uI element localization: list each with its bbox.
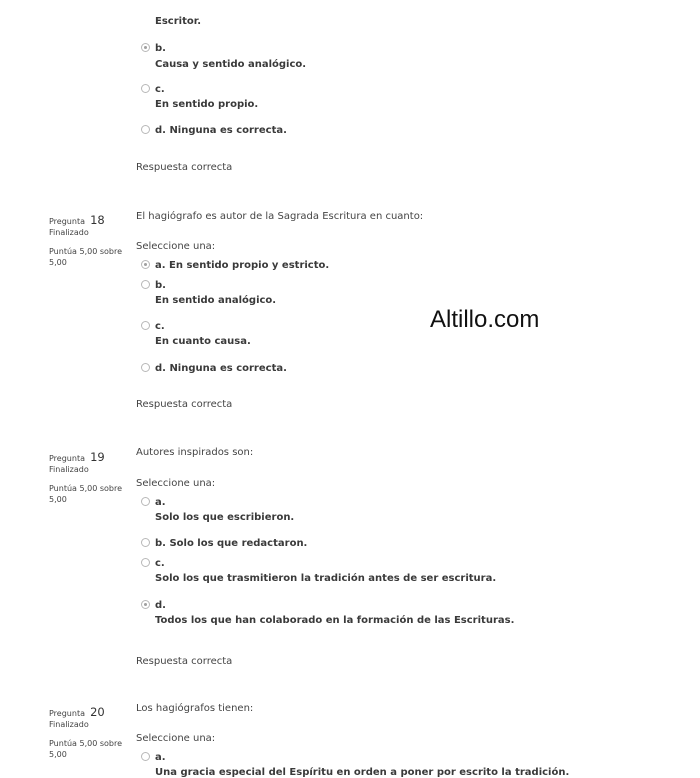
q19-option-b-text: b. Solo los que redactaron. xyxy=(155,538,308,549)
q19-number: 19 xyxy=(90,450,105,464)
q17-feedback: Respuesta correcta xyxy=(136,162,233,173)
q20-score-line2: 5,00 xyxy=(49,750,67,759)
q17-option-a-text: Escritor. xyxy=(155,16,202,27)
q18-option-c-text: En cuanto causa. xyxy=(155,336,251,347)
q17-option-b-text: Causa y sentido analógico. xyxy=(155,59,307,70)
q19-option-c-radio[interactable] xyxy=(141,558,150,567)
q19-header xyxy=(49,446,105,465)
q18-option-d-text: d. Ninguna es correcta. xyxy=(155,363,287,374)
q18-option-b-radio[interactable] xyxy=(141,280,150,289)
q19-score-line2: 5,00 xyxy=(49,495,67,504)
q20-option-a-text: Una gracia especial del Espíritu en orden a poner por escrito la tradición. xyxy=(155,767,570,778)
q20-pregunta-label: Pregunta xyxy=(49,709,85,718)
q18-option-a-radio[interactable] xyxy=(141,260,150,269)
q20-number: 20 xyxy=(90,705,105,719)
q18-question-text: El hagiógrafo es autor de la Sagrada Escritura en cuanto: xyxy=(136,211,424,222)
q18-option-b-text: En sentido analógico. xyxy=(155,295,277,306)
q20-score-line1: Puntúa 5,00 sobre xyxy=(49,739,123,748)
q19-option-a-letter: a. xyxy=(155,497,166,508)
q18-number: 18 xyxy=(90,213,105,227)
q17-option-d-radio[interactable] xyxy=(141,125,150,134)
q17-option-b-letter: b. xyxy=(155,43,166,54)
q19-option-d-letter: d. xyxy=(155,600,166,611)
q19-feedback: Respuesta correcta xyxy=(136,656,233,667)
q17-option-d-text: d. Ninguna es correcta. xyxy=(155,125,287,136)
q18-status: Finalizado xyxy=(49,228,89,237)
q18-score-line1: Puntúa 5,00 sobre xyxy=(49,247,123,256)
q20-question-text: Los hagiógrafos tienen: xyxy=(136,703,254,714)
q18-select-prompt: Seleccione una: xyxy=(136,241,216,252)
q17-option-c-letter: c. xyxy=(155,84,165,95)
q19-pregunta-label: Pregunta xyxy=(49,454,85,463)
q17-option-c-radio[interactable] xyxy=(141,84,150,93)
q18-score-line2: 5,00 xyxy=(49,258,67,267)
q19-option-a-text: Solo los que escribieron. xyxy=(155,512,295,523)
q20-header xyxy=(49,701,105,720)
q19-status: Finalizado xyxy=(49,465,89,474)
watermark-logo: Altillo.com xyxy=(430,306,540,333)
q19-option-d-radio[interactable] xyxy=(141,600,150,609)
q18-option-c-letter: c. xyxy=(155,321,165,332)
q18-option-a-text: a. En sentido propio y estricto. xyxy=(155,260,330,271)
q20-option-a-radio[interactable] xyxy=(141,752,150,761)
q19-option-b-radio[interactable] xyxy=(141,538,150,547)
q18-feedback: Respuesta correcta xyxy=(136,399,233,410)
q20-option-a-letter: a. xyxy=(155,752,166,763)
q17-option-b-radio[interactable] xyxy=(141,43,150,52)
q17-option-c-text: En sentido propio. xyxy=(155,99,259,110)
q19-question-text: Autores inspirados son: xyxy=(136,447,254,458)
q20-select-prompt: Seleccione una: xyxy=(136,733,216,744)
q18-pregunta-label: Pregunta xyxy=(49,217,85,226)
q19-option-c-letter: c. xyxy=(155,558,165,569)
q18-header xyxy=(49,209,105,228)
q20-status: Finalizado xyxy=(49,720,89,729)
q19-option-a-radio[interactable] xyxy=(141,497,150,506)
q19-score-line1: Puntúa 5,00 sobre xyxy=(49,484,123,493)
q19-select-prompt: Seleccione una: xyxy=(136,478,216,489)
q18-option-c-radio[interactable] xyxy=(141,321,150,330)
q18-option-d-radio[interactable] xyxy=(141,363,150,372)
q19-option-d-text: Todos los que han colaborado en la formación de las Escrituras. xyxy=(155,615,515,626)
q18-option-b-letter: b. xyxy=(155,280,166,291)
q19-option-c-text: Solo los que trasmitieron la tradición antes de ser escritura. xyxy=(155,573,497,584)
